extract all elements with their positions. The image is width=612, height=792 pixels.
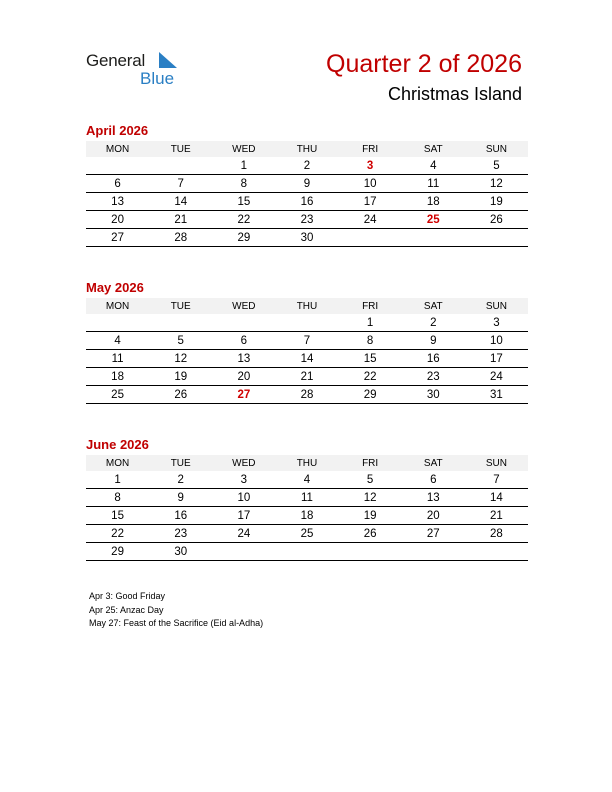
day-cell: 20	[86, 211, 149, 229]
day-cell	[275, 543, 338, 561]
day-cell: 12	[339, 489, 402, 507]
holiday-note: May 27: Feast of the Sacrifice (Eid al-Adha)	[89, 618, 264, 628]
week-row	[86, 386, 528, 404]
day-cell: 4	[275, 471, 338, 489]
day-cell: 25	[86, 386, 149, 404]
day-cell: 19	[465, 193, 528, 211]
day-cell: 22	[212, 211, 275, 229]
day-cell: 5	[149, 332, 212, 350]
day-cell: 17	[339, 193, 402, 211]
day-cell: 20	[402, 507, 465, 525]
day-cell: 5	[465, 157, 528, 175]
day-cell: 13	[402, 489, 465, 507]
weekday-header: WED	[212, 141, 275, 157]
day-cell: 15	[212, 193, 275, 211]
day-cell: 18	[275, 507, 338, 525]
day-cell: 29	[86, 543, 149, 561]
weekday-header: WED	[212, 298, 275, 314]
day-cell: 18	[402, 193, 465, 211]
day-cell: 13	[86, 193, 149, 211]
month-june	[86, 436, 528, 561]
week-row	[86, 368, 528, 386]
week-row	[86, 471, 528, 489]
day-cell: 10	[212, 489, 275, 507]
weekday-header: SAT	[402, 455, 465, 471]
country-name: Christmas Island	[387, 84, 522, 104]
weekday-header: SAT	[402, 141, 465, 157]
day-cell: 4	[402, 157, 465, 175]
day-cell: 21	[465, 507, 528, 525]
day-cell: 28	[465, 525, 528, 543]
weekday-header: SUN	[465, 141, 528, 157]
day-cell: 20	[212, 368, 275, 386]
day-cell: 3	[212, 471, 275, 489]
page-title: Quarter 2 of 2026	[326, 50, 522, 78]
calendar-table	[86, 141, 528, 247]
week-row	[86, 157, 528, 175]
weekday-header: SUN	[465, 455, 528, 471]
logo-general-text: General	[86, 51, 146, 70]
day-cell: 9	[402, 332, 465, 350]
day-cell: 2	[402, 314, 465, 332]
day-cell: 17	[212, 507, 275, 525]
weekday-header: TUE	[149, 455, 212, 471]
week-row	[86, 543, 528, 561]
day-cell: 13	[212, 350, 275, 368]
weekday-header: TUE	[149, 298, 212, 314]
day-cell: 31	[465, 386, 528, 404]
day-cell: 7	[149, 175, 212, 193]
day-cell	[465, 543, 528, 561]
week-row	[86, 332, 528, 350]
month-title: June 2026	[86, 437, 149, 452]
weekday-header: THU	[275, 298, 338, 314]
day-cell: 27	[402, 525, 465, 543]
day-cell	[86, 314, 149, 332]
day-cell: 22	[339, 368, 402, 386]
weekday-header: MON	[86, 455, 149, 471]
day-cell: 11	[86, 350, 149, 368]
day-cell: 7	[275, 332, 338, 350]
day-cell: 14	[275, 350, 338, 368]
day-cell: 23	[402, 368, 465, 386]
day-cell: 27	[86, 229, 149, 247]
weekday-header: WED	[212, 455, 275, 471]
day-cell: 7	[465, 471, 528, 489]
weekday-header: TUE	[149, 141, 212, 157]
day-cell: 16	[149, 507, 212, 525]
week-row	[86, 314, 528, 332]
day-cell	[212, 314, 275, 332]
weekday-header: SUN	[465, 298, 528, 314]
day-cell: 9	[149, 489, 212, 507]
day-cell: 10	[465, 332, 528, 350]
day-cell: 28	[275, 386, 338, 404]
weekday-header: THU	[275, 141, 338, 157]
day-cell: 30	[402, 386, 465, 404]
day-cell: 29	[339, 386, 402, 404]
day-cell: 6	[402, 471, 465, 489]
weekday-header: MON	[86, 298, 149, 314]
week-row	[86, 507, 528, 525]
day-cell	[402, 229, 465, 247]
day-cell: 23	[275, 211, 338, 229]
day-cell: 4	[86, 332, 149, 350]
week-row	[86, 489, 528, 507]
month-title: May 2026	[86, 280, 144, 295]
day-cell: 26	[339, 525, 402, 543]
week-row	[86, 193, 528, 211]
holiday-day-cell: 27	[212, 386, 275, 404]
day-cell: 8	[212, 175, 275, 193]
day-cell: 6	[86, 175, 149, 193]
holiday-day-cell: 3	[339, 157, 402, 175]
weekday-header: FRI	[339, 298, 402, 314]
day-cell: 15	[339, 350, 402, 368]
day-cell: 8	[339, 332, 402, 350]
week-row	[86, 211, 528, 229]
day-cell	[339, 543, 402, 561]
day-cell	[149, 314, 212, 332]
day-cell: 10	[339, 175, 402, 193]
day-cell	[149, 157, 212, 175]
day-cell: 17	[465, 350, 528, 368]
day-cell: 18	[86, 368, 149, 386]
day-cell	[212, 543, 275, 561]
day-cell: 14	[149, 193, 212, 211]
day-cell: 26	[149, 386, 212, 404]
holiday-note: Apr 25: Anzac Day	[89, 604, 164, 615]
day-cell: 1	[86, 471, 149, 489]
day-cell: 1	[212, 157, 275, 175]
calendar-table	[86, 455, 528, 561]
day-cell	[86, 157, 149, 175]
day-cell: 29	[212, 229, 275, 247]
month-may	[86, 279, 528, 404]
weekday-header: FRI	[339, 455, 402, 471]
holiday-notes	[89, 590, 263, 631]
day-cell	[402, 543, 465, 561]
holiday-note: Apr 3: Good Friday	[89, 591, 166, 601]
day-cell: 19	[149, 368, 212, 386]
day-cell: 16	[402, 350, 465, 368]
weekday-header: FRI	[339, 141, 402, 157]
day-cell: 9	[275, 175, 338, 193]
weekday-header: MON	[86, 141, 149, 157]
day-cell: 21	[275, 368, 338, 386]
day-cell: 26	[465, 211, 528, 229]
day-cell: 25	[275, 525, 338, 543]
day-cell: 14	[465, 489, 528, 507]
day-cell: 24	[212, 525, 275, 543]
day-cell: 12	[149, 350, 212, 368]
weekday-header: SAT	[402, 298, 465, 314]
weekday-header: THU	[275, 455, 338, 471]
day-cell	[339, 229, 402, 247]
day-cell: 23	[149, 525, 212, 543]
day-cell: 11	[402, 175, 465, 193]
day-cell: 24	[339, 211, 402, 229]
calendar-table	[86, 298, 528, 404]
day-cell: 15	[86, 507, 149, 525]
week-row	[86, 350, 528, 368]
day-cell: 5	[339, 471, 402, 489]
day-cell: 30	[275, 229, 338, 247]
day-cell: 24	[465, 368, 528, 386]
day-cell: 2	[275, 157, 338, 175]
day-cell: 11	[275, 489, 338, 507]
day-cell: 19	[339, 507, 402, 525]
week-row	[86, 229, 528, 247]
day-cell: 16	[275, 193, 338, 211]
day-cell	[465, 229, 528, 247]
day-cell: 21	[149, 211, 212, 229]
day-cell: 28	[149, 229, 212, 247]
week-row	[86, 175, 528, 193]
day-cell: 6	[212, 332, 275, 350]
day-cell: 2	[149, 471, 212, 489]
day-cell: 1	[339, 314, 402, 332]
logo	[86, 50, 196, 90]
day-cell: 22	[86, 525, 149, 543]
day-cell: 3	[465, 314, 528, 332]
week-row	[86, 525, 528, 543]
day-cell: 12	[465, 175, 528, 193]
day-cell	[275, 314, 338, 332]
logo-triangle-icon	[159, 52, 177, 68]
logo-blue-text: Blue	[140, 69, 175, 88]
day-cell: 30	[149, 543, 212, 561]
month-title: April 2026	[86, 123, 149, 138]
holiday-day-cell: 25	[402, 211, 465, 229]
day-cell: 8	[86, 489, 149, 507]
month-april	[86, 122, 528, 247]
